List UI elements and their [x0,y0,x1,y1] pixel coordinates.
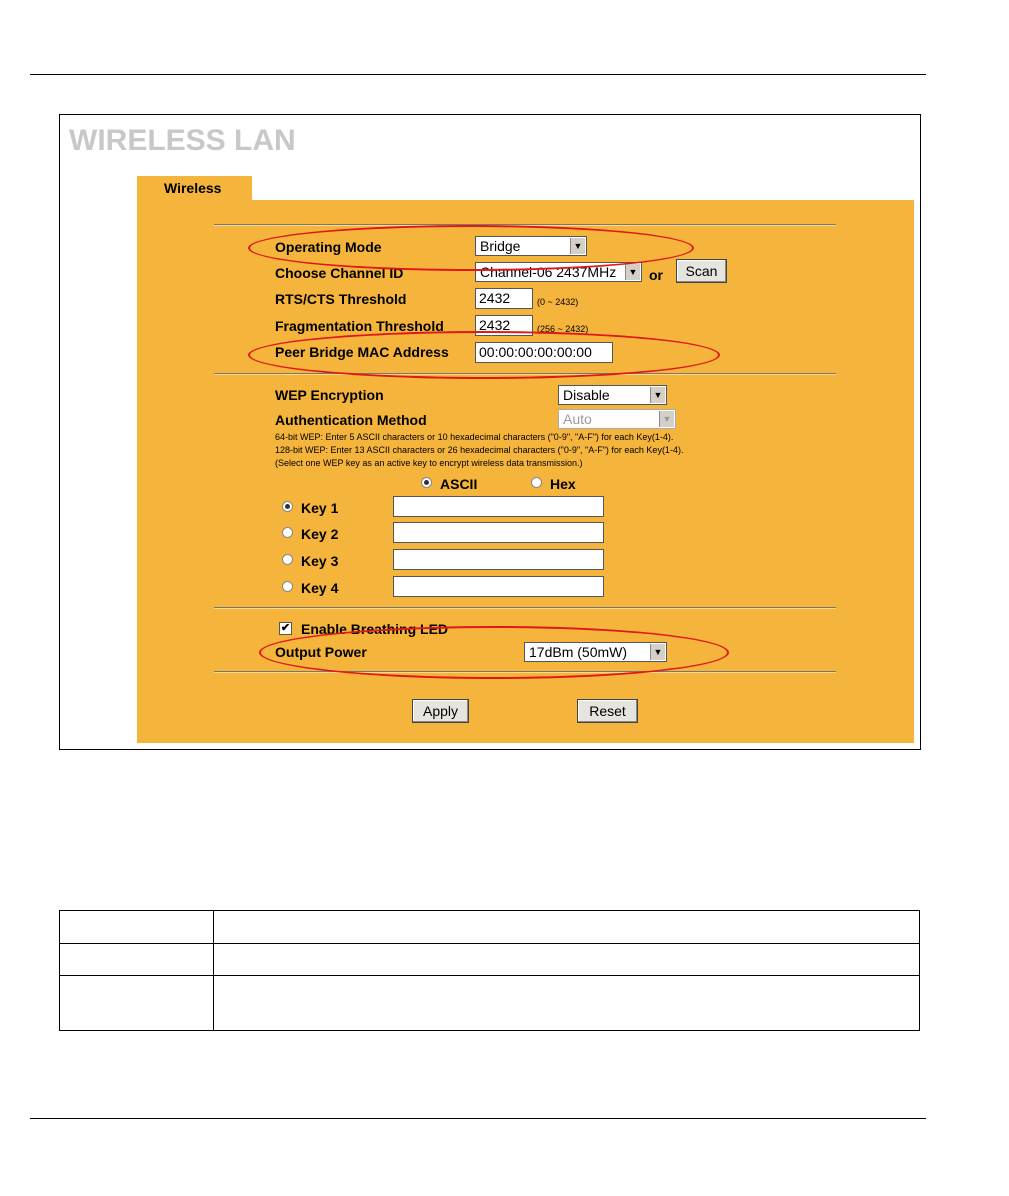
scan-button[interactable]: Scan [676,259,727,283]
key2-radio[interactable] [282,527,293,538]
rts-input[interactable]: 2432 [475,288,533,309]
key2-label: Key 2 [301,526,339,542]
divider [214,224,836,226]
hex-label: Hex [550,476,576,492]
dropdown-arrow-icon[interactable]: ▼ [625,264,640,280]
divider [214,607,836,609]
ascii-radio[interactable] [421,477,432,488]
key3-radio[interactable] [282,554,293,565]
key3-label: Key 3 [301,553,339,569]
wep-note-select: (Select one WEP key as an active key to encrypt wireless data transmission.) [275,458,583,468]
channel-select[interactable] [475,262,642,282]
breathing-led-label: Enable Breathing LED [301,621,449,637]
key4-input[interactable] [393,576,604,597]
auth-label: Authentication Method [275,412,427,428]
operating-mode-value: Bridge [480,238,521,254]
output-power-select[interactable] [524,642,667,662]
frag-label: Fragmentation Threshold [275,318,444,334]
key4-label: Key 4 [301,580,339,596]
wep-note-64: 64-bit WEP: Enter 5 ASCII characters or 10 hexadecimal characters ("0-9", "A-F") for each Key(1-4). [275,432,674,442]
divider [214,671,836,673]
wep-note-128: 128-bit WEP: Enter 13 ASCII characters or 26 hexadecimal characters ("0-9", "A-F") for each Key(1-4). [275,445,684,455]
key1-label: Key 1 [301,500,339,516]
breathing-led-checkbox[interactable]: ✔ [280,622,291,634]
wep-label: WEP Encryption [275,387,384,403]
auth-select[interactable] [558,409,676,429]
footer-rule [30,1118,926,1119]
key1-radio[interactable] [282,501,293,512]
wep-value: Disable [563,387,610,403]
wep-select[interactable] [558,385,667,405]
frag-range: (256 ~ 2432) [537,324,589,334]
peer-mac-label: Peer Bridge MAC Address [275,344,449,360]
ascii-label: ASCII [440,476,478,492]
table-row [60,976,920,1031]
peer-mac-input[interactable]: 00:00:00:00:00:00 [475,342,613,363]
dropdown-arrow-icon[interactable]: ▼ [659,411,674,427]
dropdown-arrow-icon[interactable]: ▼ [650,644,665,660]
operating-mode-select[interactable] [475,236,587,256]
description-table [59,910,920,1031]
key4-radio[interactable] [282,581,293,592]
rts-label: RTS/CTS Threshold [275,291,407,307]
dropdown-arrow-icon[interactable]: ▼ [570,238,585,254]
tab-wireless[interactable]: Wireless [137,176,252,200]
or-label: or [649,267,663,283]
key3-input[interactable] [393,549,604,570]
table-row [60,911,920,944]
divider [214,373,836,375]
operating-mode-label: Operating Mode [275,239,382,255]
auth-value: Auto [563,411,592,427]
hex-radio[interactable] [531,477,542,488]
channel-value: Channel-06 2437MHz [480,264,617,280]
key1-input[interactable] [393,496,604,517]
output-power-value: 17dBm (50mW) [529,644,628,660]
rts-range: (0 ~ 2432) [537,297,579,307]
header-rule [30,74,926,75]
dropdown-arrow-icon[interactable]: ▼ [650,387,665,403]
channel-label: Choose Channel ID [275,265,404,281]
page-title: WIRELESS LAN [69,124,296,157]
key2-input[interactable] [393,522,604,543]
output-power-label: Output Power [275,644,367,660]
reset-button[interactable]: Reset [577,699,638,723]
table-row [60,944,920,976]
apply-button[interactable]: Apply [412,699,469,723]
frag-input[interactable]: 2432 [475,315,533,336]
